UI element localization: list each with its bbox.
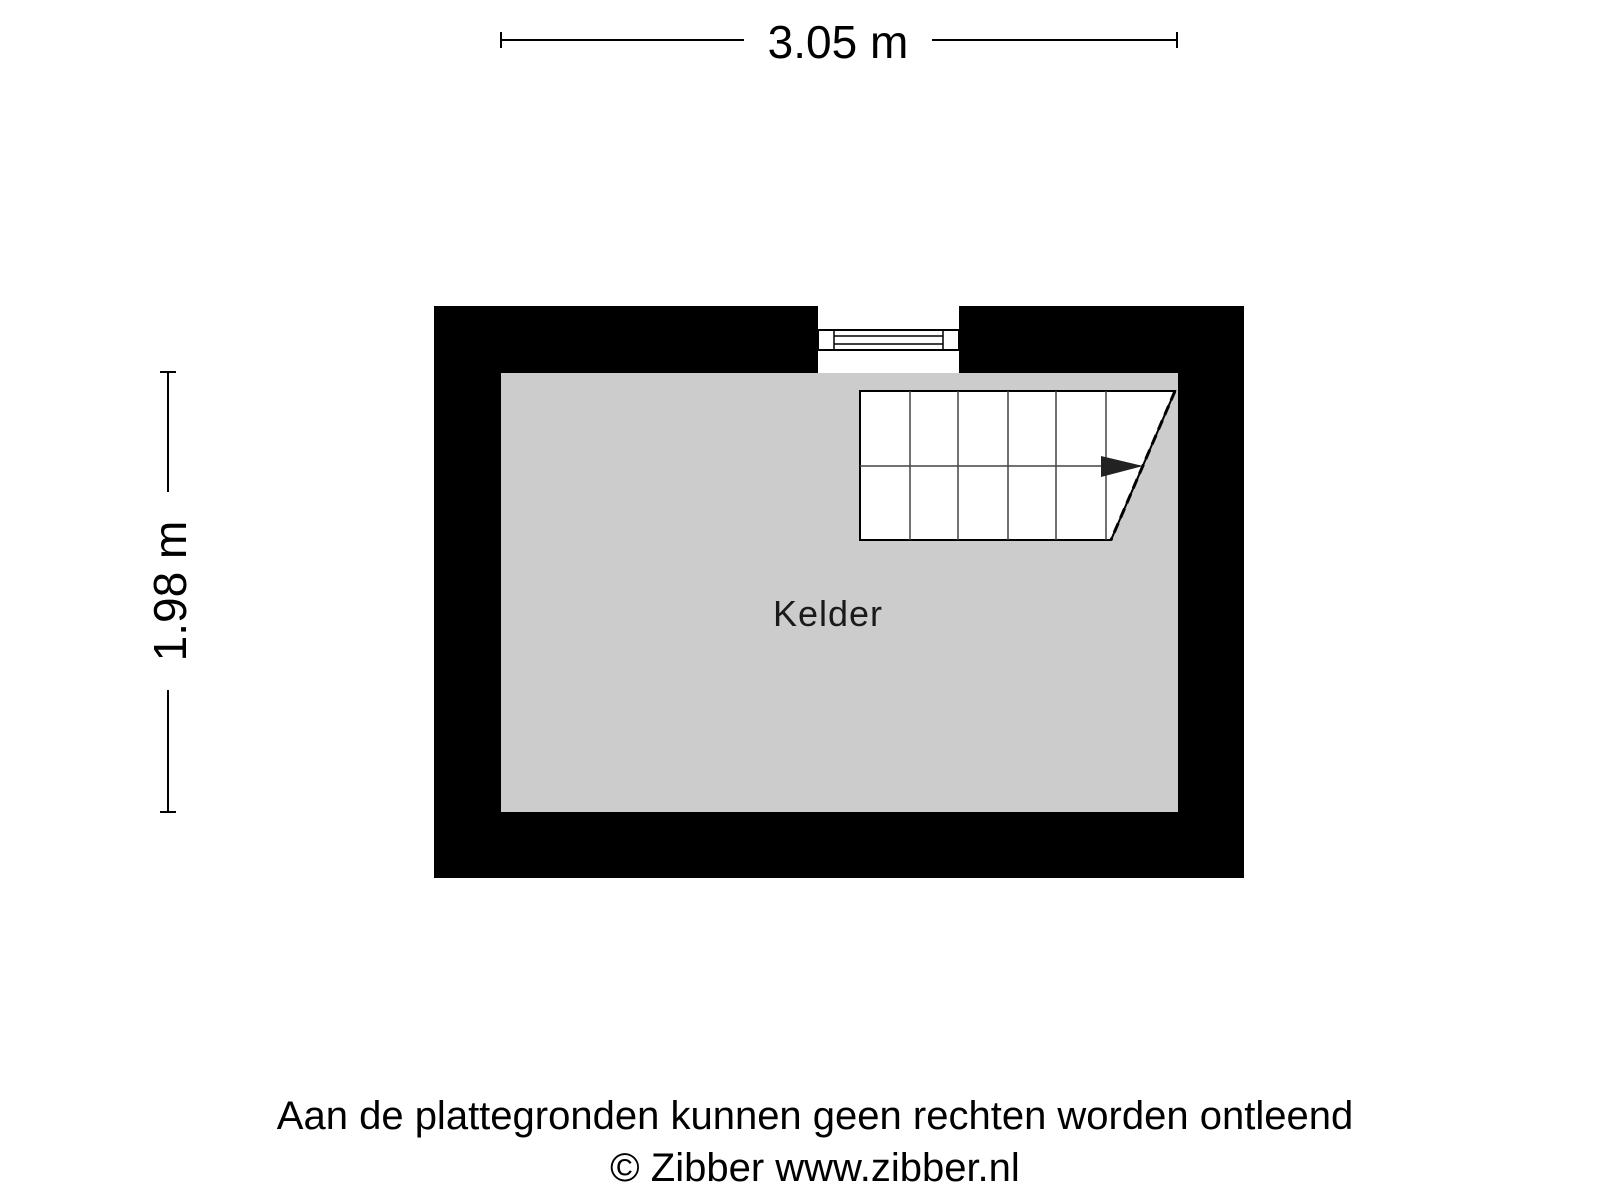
width-label: 3.05 m [767,16,909,68]
room-label: Kelder [772,593,884,634]
window [818,306,959,374]
width-dimension [501,16,1177,68]
copyright-text: © Zibber www.zibber.nl [610,1146,1020,1190]
disclaimer-text: Aan de plattegronden kunnen geen rechten worden ontleend [276,1094,1354,1138]
height-dimension [144,372,196,812]
height-label: 1.98 m [144,520,196,662]
